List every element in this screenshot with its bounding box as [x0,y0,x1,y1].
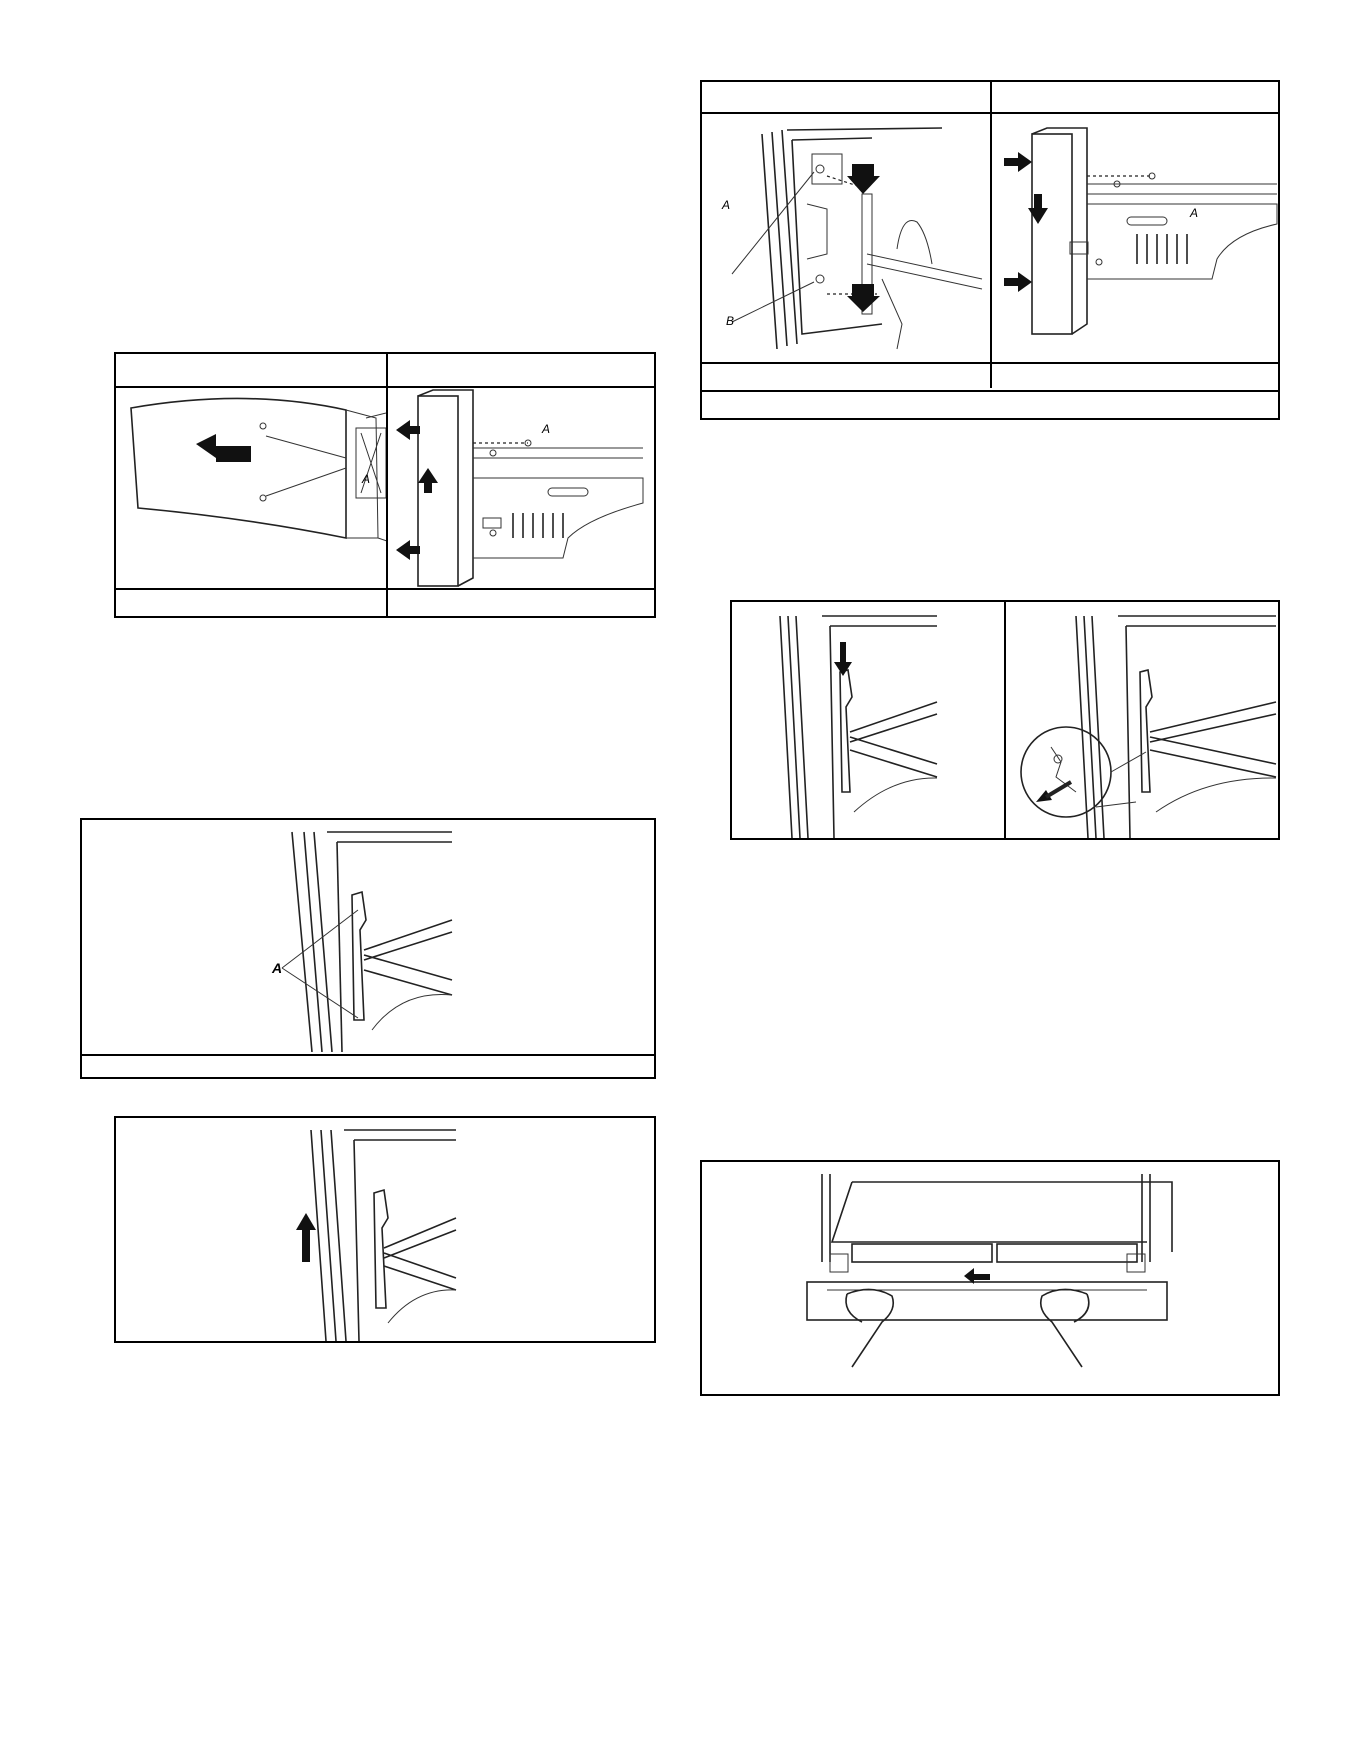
callout-label-a: A [542,422,551,436]
arrow-icon [974,1274,990,1280]
arrow-icon [296,1213,316,1230]
arrow-icon [216,446,251,462]
figure-header-row [116,354,654,388]
callout-label-a: A [722,198,731,212]
barcode-graphic [513,513,563,538]
magnify-circle [1021,727,1111,817]
door-side-illustration [388,388,656,588]
arrow-icon [847,176,880,194]
screw-icon [816,165,824,173]
screw-icon [816,275,824,283]
rail-illustration [82,820,654,1052]
leveling-foot [830,1254,848,1272]
figure-footer-row [116,588,654,590]
figure-footer-row [702,390,1278,392]
drawer-front-illustration [116,388,386,588]
right-hand [1041,1289,1087,1367]
arrow-icon [840,642,846,664]
figure-rail-steps [730,600,1280,840]
hinge-illustration [702,114,990,362]
screw-icon [490,530,496,536]
arrow-icon [847,296,880,312]
screw-icon [1096,259,1102,265]
arrow-icon [1028,208,1048,224]
arrow-icon [1018,152,1032,172]
callout-label-a: A [272,960,283,976]
callout-label-b: B [726,314,735,328]
rail-step-right-illustration [1006,602,1280,838]
arrow-icon [396,540,410,560]
arrow-icon [418,468,438,483]
arrow-icon [852,284,874,296]
callout-label-a: A [1190,206,1199,220]
figure-grille-removal [700,1160,1280,1396]
figure-lift-up [114,1116,656,1343]
left-hand [847,1289,893,1367]
bracket-side-illustration [992,114,1282,362]
callout-label-a: A [362,472,371,486]
screw-icon [490,450,496,456]
figure-door-removal [114,352,656,618]
callout-lines [282,910,358,1018]
arrow-icon [852,164,874,176]
figure-rail-closeup [80,818,656,1079]
figure-footer-row [82,1054,654,1056]
figure-hinge-view [700,80,1280,420]
lift-illustration [116,1118,654,1341]
arrow-icon [396,420,410,440]
arrow-icon [196,434,216,458]
grille-illustration [702,1162,1278,1394]
screw-icon [1054,755,1062,763]
rail-step-left-illustration [732,602,1004,838]
arrow-icon [1018,272,1032,292]
